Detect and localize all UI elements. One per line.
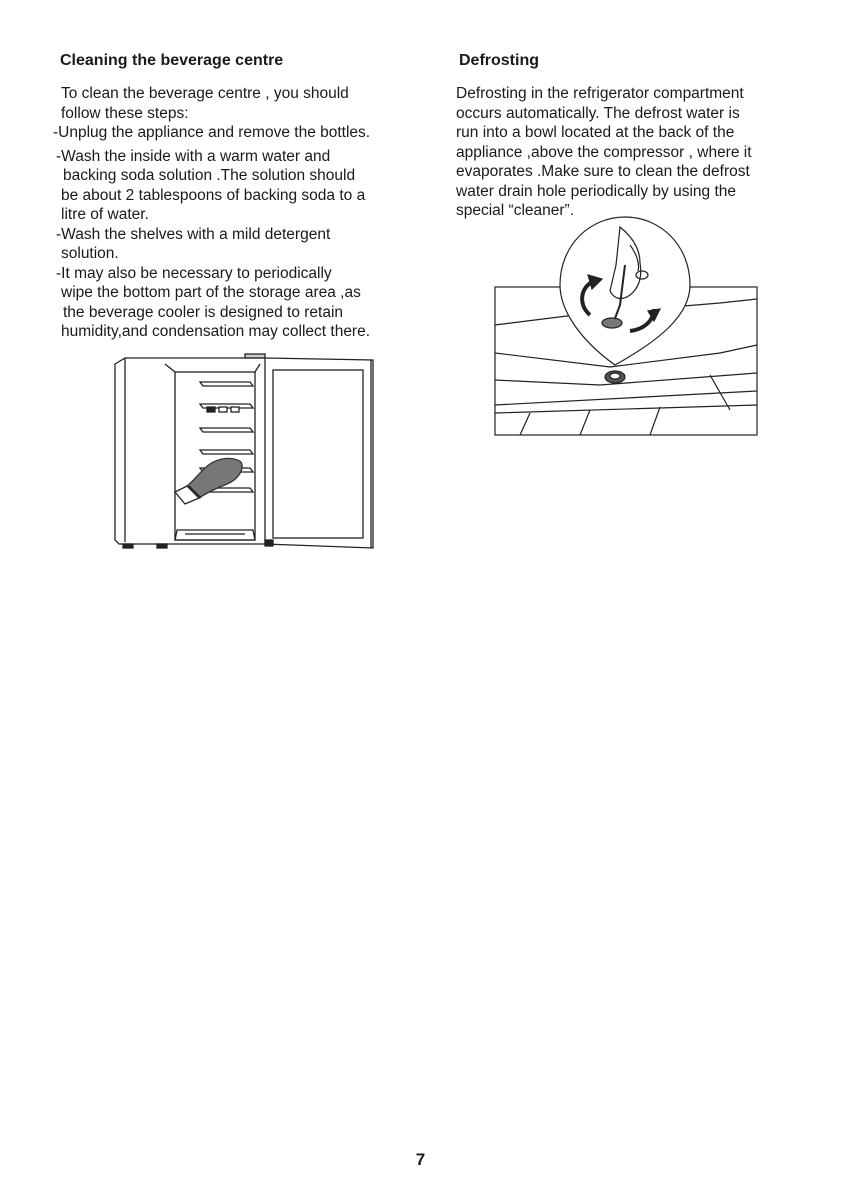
step-unplug: -Unplug the appliance and remove the bottles. <box>53 124 371 141</box>
hand-with-cloth <box>175 458 242 504</box>
cleaning-section <box>53 52 413 342</box>
defrost-line: evaporates .Make sure to clean the defrost <box>456 163 750 180</box>
defrost-line: occurs automatically. The defrost water is <box>456 104 740 122</box>
intro-line: follow these steps: <box>61 104 189 122</box>
glass-door <box>265 358 373 548</box>
defrosting-section <box>456 52 792 221</box>
step-wash-inside-cont: be about 2 tablespoons of backing soda to a <box>61 186 366 204</box>
step-wipe-bottom-cont: humidity,and condensation may collect there. <box>61 323 371 340</box>
step-wipe-bottom-cont: the beverage cooler is designed to retain <box>63 303 344 321</box>
step-wipe-bottom-cont: wipe the bottom part of the storage area ,as <box>61 284 361 301</box>
step-wash-inside-cont: litre of water. <box>61 206 149 223</box>
step-wash-shelves-cont: solution. <box>61 245 119 262</box>
defrost-line: water drain hole periodically by using the <box>456 182 737 200</box>
defrost-line: special “cleaner”. <box>456 202 575 219</box>
defrost-drain-cleaning-illustration <box>490 205 765 440</box>
defrost-line: run into a bowl located at the back of the <box>456 124 735 141</box>
page-number: 7 <box>415 1150 426 1169</box>
defrost-line: Defrosting in the refrigerator compartment <box>456 85 744 102</box>
drain-hole <box>605 371 625 383</box>
cabinet-interior <box>175 372 255 540</box>
step-wash-inside: -Wash the inside with a warm water and <box>56 147 331 165</box>
defrost-line: appliance ,above the compressor , where it <box>456 143 752 161</box>
defrosting-heading: Defrosting <box>459 52 539 69</box>
intro-line: To clean the beverage centre , you should <box>61 85 349 102</box>
step-wash-inside-cont: backing soda solution .The solution should <box>63 167 356 184</box>
beverage-centre-cleaning-illustration <box>105 352 405 557</box>
step-wash-shelves: -Wash the shelves with a mild detergent <box>56 225 331 243</box>
step-wipe-bottom: -It may also be necessary to periodically <box>56 264 332 282</box>
cleaning-heading: Cleaning the beverage centre <box>60 52 284 69</box>
